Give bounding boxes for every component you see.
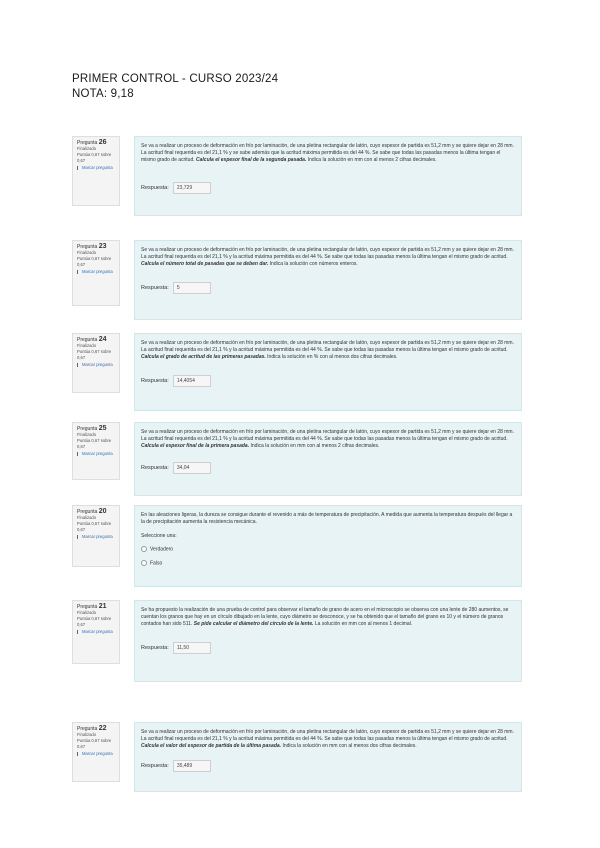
- question-text: Se va a realizar un proceso de deformación en frío por laminación, de una pletina rectangular de latón, cuyo espesor de partida es 51,2 mm y se quiere dejar en 28 mm. La acritud final requerida es del 21,1 % y la acritud máxima permitida es del 44 %. Se sabe que todas las pasadas menos la última tengan el mismo grado de acritud.: [141, 247, 514, 260]
- question-status: Finalizado: [77, 146, 97, 151]
- question-text: Se ha propuesto la realización de una prueba de control para observar el tamaño de grano de acero en el microscopio se observa con una lente de 280 aumentos, se cuentan los granos que hay en un círculo dibujado en la lente, cuyo diámetro se desconoce, y se ha obtenido que el tamaño del grano es 10 y el número de granos contados han sido 511.: [141, 607, 509, 627]
- exam-title: PRIMER CONTROL - CURSO 2023/24: [72, 73, 279, 85]
- option-true[interactable]: [141, 546, 515, 553]
- question-points: Puntúa 0,67 sobre 0,67: [77, 738, 112, 749]
- flag-question-link[interactable]: [77, 362, 115, 368]
- flag-question-link[interactable]: [77, 269, 115, 275]
- question-prompt: Calcula el espesor final de la segunda pasada.: [196, 157, 307, 163]
- question-prompt: Calcula el número total de pasadas que se deben dar.: [141, 261, 269, 267]
- flag-icon: [77, 452, 81, 456]
- flag-icon: [77, 630, 81, 634]
- answer-input[interactable]: 34,04: [173, 462, 211, 474]
- question-number: 23: [98, 243, 107, 250]
- question-info: [72, 240, 120, 306]
- question-prompt: Calcula el espesor final de la primera pasada.: [141, 443, 250, 449]
- flag-icon: [77, 270, 81, 274]
- question-points: Puntúa 0,67 sobre 0,67: [77, 256, 112, 267]
- answer-label: Respuesta:: [141, 185, 169, 192]
- question-content: [134, 240, 522, 320]
- question-number: 21: [98, 603, 107, 610]
- question-note: Indica la solución con números enteros.: [268, 261, 358, 267]
- flag-label: Marcar pregunta: [82, 165, 113, 170]
- question-number: 25: [98, 425, 107, 432]
- question-content: [134, 136, 522, 216]
- question-points: Puntúa 0,67 sobre 0,67: [77, 349, 112, 360]
- question-label: Pregunta: [77, 509, 98, 515]
- question-status: Finalizado: [77, 515, 97, 520]
- answer-input[interactable]: 35,489: [173, 760, 211, 772]
- flag-icon: [77, 363, 81, 367]
- flag-label: Marcar pregunta: [82, 629, 113, 634]
- question-label: Pregunta: [77, 140, 98, 146]
- question-label: Pregunta: [77, 426, 98, 432]
- question-note: Indica la solución en mm con al menos 2 cifras decimales.: [306, 157, 437, 163]
- question-content: [134, 333, 522, 411]
- question-label: Pregunta: [77, 337, 98, 343]
- question-number: 22: [98, 725, 107, 732]
- flag-label: Marcar pregunta: [82, 751, 113, 756]
- question-content: [134, 722, 522, 792]
- question-info: [72, 722, 120, 782]
- answer-label: Respuesta:: [141, 645, 169, 652]
- question-points: Puntúa 0,67 sobre 0,67: [77, 521, 112, 532]
- flag-question-link[interactable]: [77, 534, 115, 540]
- question-content: [134, 600, 522, 682]
- flag-icon: [77, 535, 81, 539]
- question-note: Indica la solución en mm con al menos dos cifras decimales.: [281, 743, 417, 749]
- question-points: Puntúa 0,67 sobre 0,67: [77, 152, 112, 163]
- answer-input[interactable]: 5: [173, 282, 211, 294]
- select-one-label: Seleccione una:: [141, 533, 177, 539]
- document-header: [72, 72, 278, 102]
- question-info: [72, 333, 120, 393]
- question-info: [72, 505, 120, 567]
- question-number: 24: [98, 336, 107, 343]
- answer-label: Respuesta:: [141, 285, 169, 292]
- flag-question-link[interactable]: [77, 451, 115, 457]
- exam-grade: NOTA: 9,18: [72, 88, 134, 100]
- question-info: [72, 136, 120, 206]
- question-points: Puntúa 0,67 sobre 0,67: [77, 438, 112, 449]
- question-status: Finalizado: [77, 343, 97, 348]
- question-note: Indica la solución en % con al menos dos cifras decimales.: [265, 354, 398, 360]
- flag-label: Marcar pregunta: [82, 362, 113, 367]
- answer-label: Respuesta:: [141, 763, 169, 770]
- answer-input[interactable]: 23,729: [173, 182, 211, 194]
- question-text: Se va a realizar un proceso de deformación en frío por laminación, de una pletina rectangular de latón, cuyo espesor de partida es 51,2 mm y se quiere dejar en 28 mm. La acritud final requerida es del 21,1 % y se sabe además que la acritud máxima permitida es del 44 %. Se sabe que todas las pasadas menos la última tengan el mismo grado de acritud.: [141, 143, 514, 163]
- question-content: [134, 422, 522, 496]
- question-label: Pregunta: [77, 604, 98, 610]
- question-text: Se va a realizar un proceso de deformación en frío por laminación, de una pletina rectangular de latón, cuyo espesor de partida es 51,2 mm y se quiere dejar en 28 mm. La acritud final requerida es del 21,1 % y la acritud máxima permitida es del 44 %. Se sabe que todas las pasadas menos la última tengan el mismo grado de acritud.: [141, 429, 514, 442]
- answer-label: Respuesta:: [141, 465, 169, 472]
- question-content: [134, 505, 522, 587]
- question-info: [72, 600, 120, 664]
- question-text: En las aleaciones ligeras, la dureza se consigue durante el revenido a más de temperatura de precipitación. A medida que aumenta la temperatura después del llegar a la de precipitación aumenta la resistencia mecánica.: [141, 512, 513, 525]
- question-label: Pregunta: [77, 726, 98, 732]
- flag-label: Marcar pregunta: [82, 534, 113, 539]
- question-prompt: Calcula el valor del espesor de partida de la última pasada.: [141, 743, 282, 749]
- question-text: Se va a realizar un proceso de deformación en frío por laminación, de una pletina rectangular de latón, cuyo espesor de partida es 51,2 mm y se quiere dejar en 28 mm. La acritud final requerida es del 21,1 % y la acritud máxima permitida es del 44 %. Se sabe que todas las pasadas menos la última tengan el mismo grado de acritud.: [141, 340, 514, 353]
- question-text: Se va a realizar un proceso de deformación en frío por laminación, de una pletina rectangular de latón, cuyo espesor de partida es 51,2 mm y se quiere dejar en 28 mm. La acritud final requerida es del 21,1 % y la acritud máxima permitida es del 44 %. Se sabe que todas las pasadas menos la última tengan el mismo grado de acritud.: [141, 729, 514, 742]
- flag-icon: [77, 166, 81, 170]
- flag-label: Marcar pregunta: [82, 451, 113, 456]
- question-status: Finalizado: [77, 732, 97, 737]
- flag-question-link[interactable]: [77, 165, 115, 171]
- question-points: Puntúa 0,67 sobre 0,67: [77, 616, 112, 627]
- question-status: Finalizado: [77, 432, 97, 437]
- question-prompt: Calcula el grado de acritud de las primeras pasadas.: [141, 354, 266, 360]
- option-false[interactable]: [141, 560, 515, 567]
- flag-label: Marcar pregunta: [82, 269, 113, 274]
- question-number: 26: [98, 139, 107, 146]
- radio-icon[interactable]: [141, 546, 147, 552]
- question-info: [72, 422, 120, 480]
- flag-question-link[interactable]: [77, 751, 115, 757]
- answer-input[interactable]: 14,4054: [173, 375, 211, 387]
- question-prompt: Se pide calcular el diámetro del círculo de la lente.: [193, 621, 314, 627]
- question-status: Finalizado: [77, 250, 97, 255]
- option-label: Verdadero: [150, 546, 174, 553]
- flag-question-link[interactable]: [77, 629, 115, 635]
- question-status: Finalizado: [77, 610, 97, 615]
- radio-icon[interactable]: [141, 560, 147, 566]
- answer-input[interactable]: 11,50: [173, 642, 211, 654]
- question-note: La solución en mm con al menos 1 decimal.: [313, 621, 413, 627]
- question-note: Indica la solución en mm con al menos 2 cifras decimales.: [249, 443, 380, 449]
- option-label: Falso: [150, 560, 163, 567]
- question-number: 20: [98, 508, 107, 515]
- question-label: Pregunta: [77, 244, 98, 250]
- flag-icon: [77, 752, 81, 756]
- answer-label: Respuesta:: [141, 378, 169, 385]
